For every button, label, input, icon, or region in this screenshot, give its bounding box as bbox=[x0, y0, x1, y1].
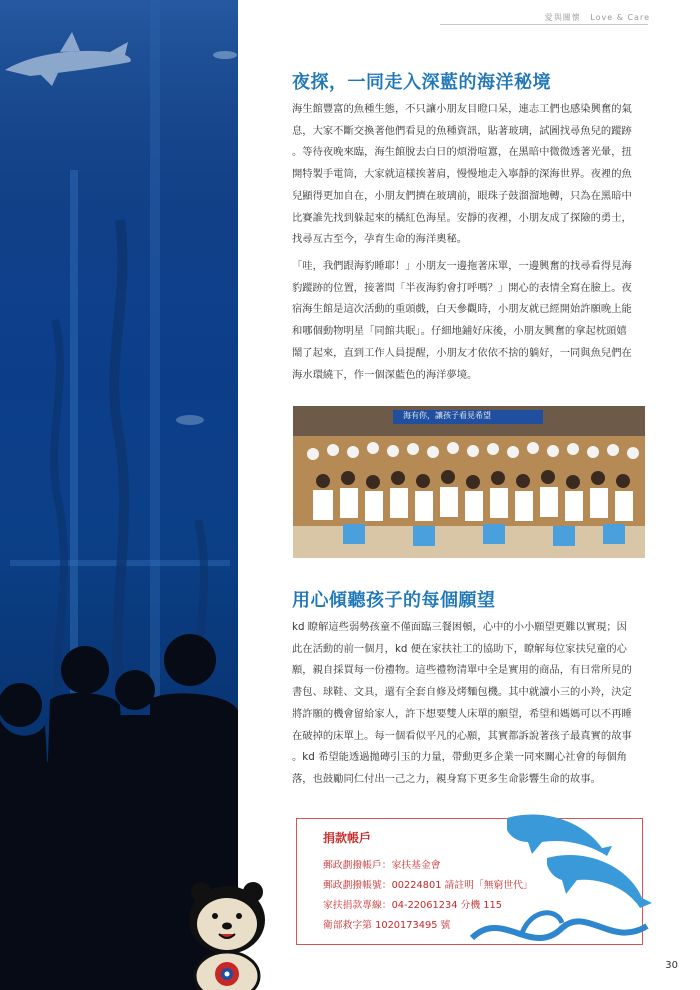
text-line: 「哇，我們跟海豹睡耶！」小朋友一邊拖著床單，一邊興奮的找尋看得見海 bbox=[292, 260, 632, 272]
section-title-en: Love & Care bbox=[590, 13, 650, 22]
article1-paragraph1 bbox=[292, 99, 648, 251]
header-rule bbox=[440, 24, 648, 25]
text-line: 海生館豐富的魚種生態，不只讓小朋友目瞪口呆，連志工們也感染興奮的氣 bbox=[292, 103, 632, 115]
text-line: 找尋亙古至今，孕育生命的海洋奧秘。 bbox=[292, 233, 468, 246]
section-header bbox=[545, 12, 650, 23]
text-line: 。kd 希望能透過拋磚引玉的力量，帶動更多企業一同來關心社會的每個角 bbox=[292, 751, 627, 764]
donation-title: 捐款帳戶 bbox=[323, 831, 372, 845]
donation-account-number: 郵政劃撥帳號：00224801 請註明「無窮世代」 bbox=[323, 880, 533, 891]
page-number: 30 bbox=[665, 960, 678, 971]
text-line: 鬧了起來，直到工作人員提醒，小朋友才依依不捨的躺好，一同與魚兒們在 bbox=[292, 346, 632, 359]
aquarium-photo bbox=[0, 0, 238, 990]
text-line: 書包、球鞋、文具，還有全套自修及烤麵包機。其中就讀小三的小羚，決定 bbox=[292, 686, 632, 699]
text-line: 豹蹤跡的位置，接著問「半夜海豹會打呼嗎？」開心的表情全寫在臉上。夜 bbox=[292, 281, 632, 294]
photo-banner: 海有你，讓孩子看見希望 bbox=[403, 411, 491, 420]
donation-hotline: 家扶捐款專線：04-22061234 分機 115 bbox=[323, 900, 502, 911]
bear-mascot-icon bbox=[183, 880, 273, 990]
dolphins-icon bbox=[462, 808, 662, 958]
text-line: 開特製手電筒，大家就這樣挨著肩，慢慢地走入寧靜的深海世界。夜裡的魚 bbox=[292, 168, 632, 181]
text-line: 。等待夜晚來臨，海生館脫去白日的煩滑喧囂，在黑暗中微微透著光暈，扭 bbox=[292, 146, 632, 159]
text-line: kd 瞭解這些弱勢孩童不僅面臨三餐困頓，心中的小小願望更難以實現；因 bbox=[292, 621, 627, 633]
article1-paragraph2 bbox=[292, 256, 648, 386]
group-photo-scene bbox=[293, 406, 645, 558]
text-line: 海水環繞下，作一個深藍色的海洋夢境。 bbox=[292, 368, 478, 381]
text-line: 願，親自採買每一份禮物。這些禮物清單中全是實用的商品，有日常所見的 bbox=[292, 664, 632, 677]
section-title-zh: 愛與關懷 bbox=[544, 13, 581, 22]
group-photo bbox=[293, 406, 645, 558]
text-line: 比賽誰先找到躲起來的橘紅色海星。安靜的夜裡，小朋友成了探險的勇士， bbox=[292, 211, 632, 224]
aquarium-scene bbox=[0, 0, 238, 990]
text-line: 落，也鼓勵同仁付出一己之力，親身寫下更多生命影響生命的故事。 bbox=[292, 772, 601, 785]
donation-account-name: 郵政劃撥帳戶：家扶基金會 bbox=[323, 860, 441, 871]
text-line: 在破掉的床單上。每一個看似平凡的心願，其實都訴說著孩子最真實的故事 bbox=[292, 729, 632, 742]
article2-title: 用心傾聽孩子的每個願望 bbox=[292, 590, 496, 611]
text-line: 息，大家不斷交換著他們看見的魚種資訊，貼著玻璃，試圖找尋魚兒的蹤跡 bbox=[292, 124, 632, 137]
text-line: 此在活動的前一個月，kd 便在家扶社工的協助下，瞭解每位家扶兒童的心 bbox=[292, 642, 627, 655]
text-line: 兒顯得更加自在，小朋友們擠在玻璃前，眼珠子鼓溜溜地轉，只為在黑暗中 bbox=[292, 189, 632, 202]
article2-paragraph1 bbox=[292, 617, 648, 791]
text-line: 和哪個動物明星「同館共眠」。仔細地鋪好床後，小朋友興奮的拿起枕頭嬉 bbox=[292, 325, 627, 338]
article1-title: 夜探，一同走入深藍的海洋秘境 bbox=[292, 72, 551, 93]
donation-license: 衛部救字第 1020173495 號 bbox=[323, 920, 451, 931]
text-line: 將許願的機會留給家人，許下想要雙人床單的願望，希望和媽媽可以不再睡 bbox=[292, 707, 632, 720]
text-line: 宿海生館是這次活動的重頭戲，白天參觀時，小朋友就已經開始許願晚上能 bbox=[292, 303, 632, 316]
